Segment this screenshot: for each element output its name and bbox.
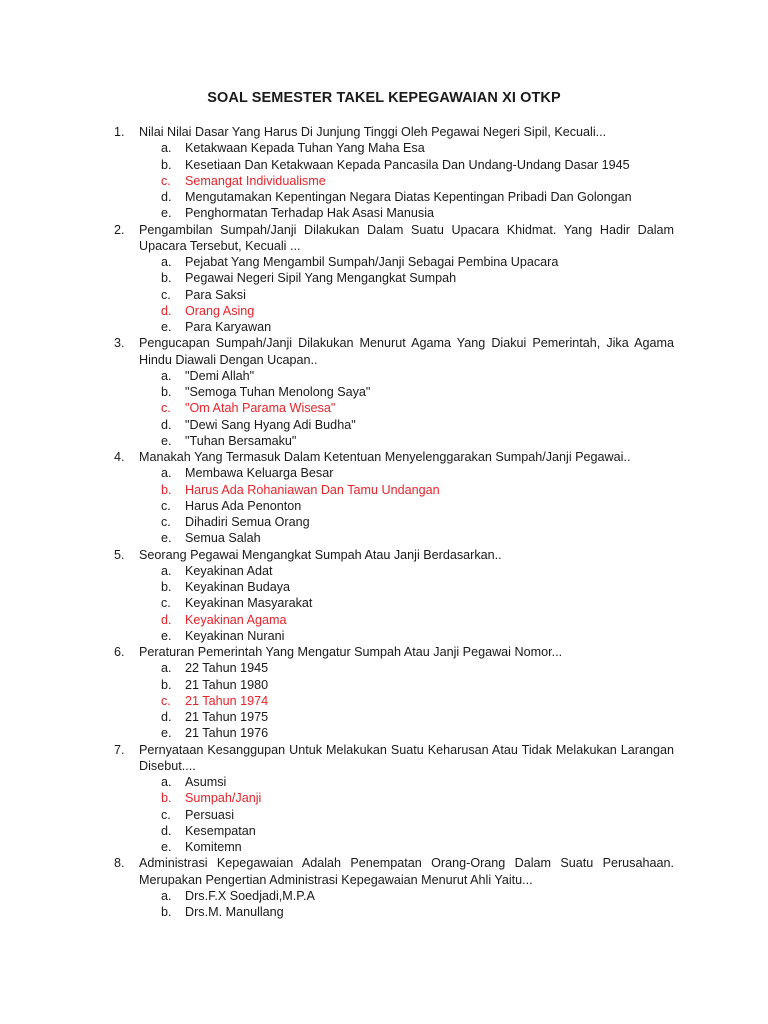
answer-option (139, 660, 674, 676)
answer-option (139, 530, 674, 546)
question-text: Pernyataan Kesanggupan Untuk Melakukan Suatu Keharusan Atau Tidak Melakukan Larangan Disebut.... (139, 742, 674, 773)
option-letter: c. (161, 401, 171, 416)
option-letter: b. (161, 157, 172, 172)
option-list (139, 888, 674, 921)
answer-option (139, 823, 674, 839)
option-text: Penghormatan Terhadap Hak Asasi Manusia (185, 206, 434, 221)
option-text: "Dewi Sang Hyang Adi Budha" (185, 417, 356, 432)
option-list (139, 563, 674, 644)
option-letter: e. (161, 433, 172, 448)
option-letter: d. (161, 417, 172, 432)
option-letter: a. (161, 775, 172, 789)
question-list (114, 124, 674, 920)
option-text: "Om Atah Parama Wisesa" (185, 401, 336, 416)
option-text: 21 Tahun 1980 (185, 677, 269, 692)
option-letter: b. (161, 580, 172, 594)
option-text: Para Karyawan (185, 320, 272, 334)
answer-option (139, 677, 674, 693)
option-letter: a. (161, 888, 172, 903)
answer-option-highlighted (139, 303, 674, 319)
option-letter: a. (161, 466, 172, 481)
answer-option-highlighted (139, 173, 674, 189)
option-text: Drs.M. Manullang (185, 905, 284, 919)
option-letter: e. (161, 726, 172, 741)
option-text: Pejabat Yang Mengambil Sumpah/Janji Sebagai Pembina Upacara (185, 255, 559, 269)
option-letter: b. (161, 482, 172, 497)
question-number: 2. (114, 222, 125, 237)
option-letter: c. (161, 173, 171, 188)
answer-option (139, 254, 674, 270)
option-text: Keyakinan Agama (185, 612, 287, 627)
option-text: Keyakinan Masyarakat (185, 596, 313, 611)
answer-option-highlighted (139, 400, 674, 416)
option-text: 22 Tahun 1945 (185, 661, 269, 676)
option-list (139, 660, 674, 741)
answer-option (139, 465, 674, 481)
answer-option (139, 888, 674, 904)
option-letter: a. (161, 141, 172, 156)
answer-option (139, 157, 674, 173)
option-letter: e. (161, 320, 172, 334)
option-letter: d. (161, 710, 172, 724)
question-number: 8. (114, 856, 125, 871)
option-text: Harus Ada Rohaniawan Dan Tamu Undangan (185, 482, 440, 497)
question-number: 7. (114, 742, 125, 757)
option-list (139, 140, 674, 221)
option-text: "Semoga Tuhan Menolong Saya" (185, 385, 371, 399)
answer-option (139, 205, 674, 221)
answer-option (139, 807, 674, 823)
question-number: 4. (114, 450, 125, 464)
answer-option (139, 725, 674, 741)
option-list (139, 368, 674, 449)
option-text: "Tuhan Bersamaku" (185, 433, 297, 448)
question-item (114, 547, 674, 645)
option-letter: e. (161, 628, 172, 643)
answer-option (139, 709, 674, 725)
answer-option (139, 774, 674, 790)
question-item (114, 124, 674, 222)
option-text: Harus Ada Penonton (185, 498, 302, 513)
answer-option (139, 595, 674, 611)
option-letter: c. (161, 596, 171, 611)
option-text: 21 Tahun 1974 (185, 693, 269, 708)
option-list (139, 465, 674, 546)
question-number: 6. (114, 645, 125, 659)
answer-option (139, 579, 674, 595)
answer-option-highlighted (139, 482, 674, 498)
option-text: Mengutamakan Kepentingan Negara Diatas Kepentingan Pribadi Dan Golongan (185, 190, 632, 204)
option-letter: e. (161, 531, 172, 546)
option-text: Drs.F.X Soedjadi,M.P.A (185, 888, 315, 903)
option-letter: b. (161, 385, 172, 399)
option-text: "Demi Allah" (185, 368, 255, 383)
option-letter: e. (161, 840, 172, 854)
option-text: Komitemn (185, 840, 242, 854)
option-letter: d. (161, 303, 172, 318)
option-text: Keyakinan Nurani (185, 628, 285, 643)
answer-option-highlighted (139, 612, 674, 628)
option-text: Semangat Individualisme (185, 173, 326, 188)
question-item (114, 449, 674, 547)
option-text: Para Saksi (185, 287, 246, 302)
option-text: Membawa Keluarga Besar (185, 466, 334, 481)
option-text: Keyakinan Budaya (185, 580, 291, 594)
question-text: Seorang Pegawai Mengangkat Sumpah Atau Janji Berdasarkan.. (139, 547, 502, 562)
option-text: 21 Tahun 1976 (185, 726, 269, 741)
option-letter: d. (161, 612, 172, 627)
option-letter: a. (161, 255, 172, 269)
answer-option-highlighted (139, 790, 674, 806)
option-list (139, 254, 674, 335)
answer-option (139, 433, 674, 449)
answer-option (139, 628, 674, 644)
option-text: Asumsi (185, 775, 227, 789)
answer-option (139, 287, 674, 303)
answer-option (139, 563, 674, 579)
option-text: Kesempatan (185, 823, 256, 838)
answer-option (139, 384, 674, 400)
option-text: Sumpah/Janji (185, 791, 262, 806)
option-text: Ketakwaan Kepada Tuhan Yang Maha Esa (185, 141, 425, 156)
option-letter: c. (161, 693, 171, 708)
answer-option (139, 839, 674, 855)
question-item (114, 222, 674, 336)
option-letter: d. (161, 190, 172, 204)
option-letter: a. (161, 563, 172, 578)
answer-option (139, 368, 674, 384)
option-text: Semua Salah (185, 531, 261, 546)
option-letter: b. (161, 905, 172, 919)
question-text: Peraturan Pemerintah Yang Mengatur Sumpah Atau Janji Pegawai Nomor... (139, 645, 563, 659)
question-item (114, 855, 674, 920)
option-letter: d. (161, 823, 172, 838)
question-number: 3. (114, 336, 125, 351)
option-letter: c. (161, 498, 171, 513)
question-item (114, 644, 674, 742)
question-text: Pengucapan Sumpah/Janji Dilakukan Menurut Agama Yang Diakui Pemerintah, Jika Agama Hindu Diawali Dengan Ucapan.. (139, 336, 674, 367)
answer-option (139, 498, 674, 514)
option-letter: e. (161, 206, 172, 221)
question-text: Manakah Yang Termasuk Dalam Ketentuan Menyelenggarakan Sumpah/Janji Pegawai.. (139, 450, 631, 464)
option-list (139, 774, 674, 855)
option-text: 21 Tahun 1975 (185, 710, 269, 724)
document-title: SOAL SEMESTER TAKEL KEPEGAWAIAN XI OTKP (207, 90, 561, 106)
answer-option-highlighted (139, 693, 674, 709)
option-letter: b. (161, 271, 172, 286)
option-text: Pegawai Negeri Sipil Yang Mengangkat Sumpah (185, 271, 457, 286)
question-text: Nilai Nilai Dasar Yang Harus Di Junjung Tinggi Oleh Pegawai Negeri Sipil, Kecuali... (139, 125, 607, 139)
question-item (114, 335, 674, 449)
question-number: 5. (114, 547, 125, 562)
question-text: Pengambilan Sumpah/Janji Dilakukan Dalam Suatu Upacara Khidmat. Yang Hadir Dalam Upacara Tersebut, Kecuali ... (139, 222, 674, 253)
option-letter: b. (161, 791, 172, 806)
option-text: Persuasi (185, 807, 234, 822)
option-letter: a. (161, 368, 172, 383)
option-text: Keyakinan Adat (185, 563, 273, 578)
answer-option (139, 319, 674, 335)
option-text: Dihadiri Semua Orang (185, 515, 310, 529)
answer-option (139, 140, 674, 156)
answer-option (139, 189, 674, 205)
question-number: 1. (114, 125, 125, 139)
option-letter: b. (161, 677, 172, 692)
option-letter: c. (161, 807, 171, 822)
question-item (114, 742, 674, 856)
question-text: Administrasi Kepegawaian Adalah Penempatan Orang-Orang Dalam Suatu Perusahaan. Merupakan Pengertian Administrasi Kepegawaian Menurut Ahli Yaitu... (139, 856, 674, 887)
option-text: Orang Asing (185, 303, 255, 318)
answer-option (139, 514, 674, 530)
option-letter: c. (161, 287, 171, 302)
option-letter: c. (161, 515, 171, 529)
answer-option (139, 417, 674, 433)
answer-option (139, 904, 674, 920)
option-text: Kesetiaan Dan Ketakwaan Kepada Pancasila Dan Undang-Undang Dasar 1945 (185, 157, 630, 172)
option-letter: a. (161, 661, 172, 676)
answer-option (139, 270, 674, 286)
